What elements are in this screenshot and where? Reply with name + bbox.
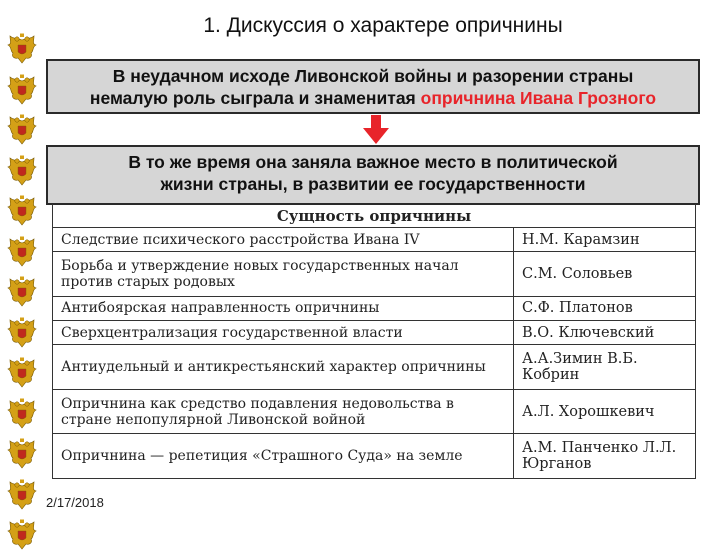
author-cell: С.М. Соловьев [514,252,696,297]
arrow-down-icon [363,115,389,145]
statement-line: В то же время она заняла важное место в политической [128,152,618,172]
table-row [53,296,696,320]
double-headed-eagle-icon [4,397,40,433]
statement-line: жизни страны, в развитии ее государственности [160,174,586,194]
statement-line: В неудачном исходе Ливонской войны и разорении страны [112,66,634,86]
double-headed-eagle-icon [4,518,40,554]
author-cell: А.Л. Хорошкевич [514,389,696,434]
double-headed-eagle-icon [4,316,40,352]
double-headed-eagle-icon [4,73,40,109]
author-cell: Н.М. Карамзин [514,228,696,252]
double-headed-eagle-icon [4,275,40,311]
statement-text: немалую роль сыграла и знаменитая [89,88,421,108]
essence-cell: Борьба и утверждение новых государственных начал против старых родовых [53,252,514,297]
author-cell: А.А.Зимин В.Б. Кобрин [514,345,696,390]
essence-cell: Антиудельный и антикрестьянский характер опричнины [53,345,514,390]
essence-cell: Опричнина — репетиция «Страшного Суда» на земле [53,434,514,479]
highlighted-term: опричнина Ивана Грозного [420,88,657,108]
table-row [53,228,696,252]
table-header: Сущность опричнины [53,204,696,228]
statement-box-top [46,59,700,114]
double-headed-eagle-icon [4,154,40,190]
table-row [53,434,696,479]
double-headed-eagle-icon [4,113,40,149]
author-cell: А.М. Панченко Л.Л. Юрганов [514,434,696,479]
double-headed-eagle-icon [4,32,40,68]
essence-cell: Сверхцентрализация государственной власти [53,321,514,345]
double-headed-eagle-icon [4,356,40,392]
statement-line [48,87,698,109]
eagle-emblem-column [0,0,46,540]
double-headed-eagle-icon [4,235,40,271]
double-headed-eagle-icon [4,437,40,473]
essence-cell: Опричнина как средство подавления недовольства в стране непопулярной Ливонской войной [53,389,514,434]
opinions-table [52,204,696,479]
table-header-row [53,204,696,228]
table-row [53,252,696,297]
table-row [53,389,696,434]
double-headed-eagle-icon [4,194,40,230]
author-cell: С.Ф. Платонов [514,296,696,320]
table-row [53,321,696,345]
author-cell: В.О. Ключевский [514,321,696,345]
essence-cell: Антибоярская направленность опричнины [53,296,514,320]
table-row [53,345,696,390]
statement-box-bottom [46,145,700,205]
essence-cell: Следствие психического расстройства Ивана IV [53,228,514,252]
slide-date: 2/17/2018 [46,495,104,510]
double-headed-eagle-icon [4,478,40,514]
slide-title: 1. Дискуссия о характере опричнины [203,14,563,37]
